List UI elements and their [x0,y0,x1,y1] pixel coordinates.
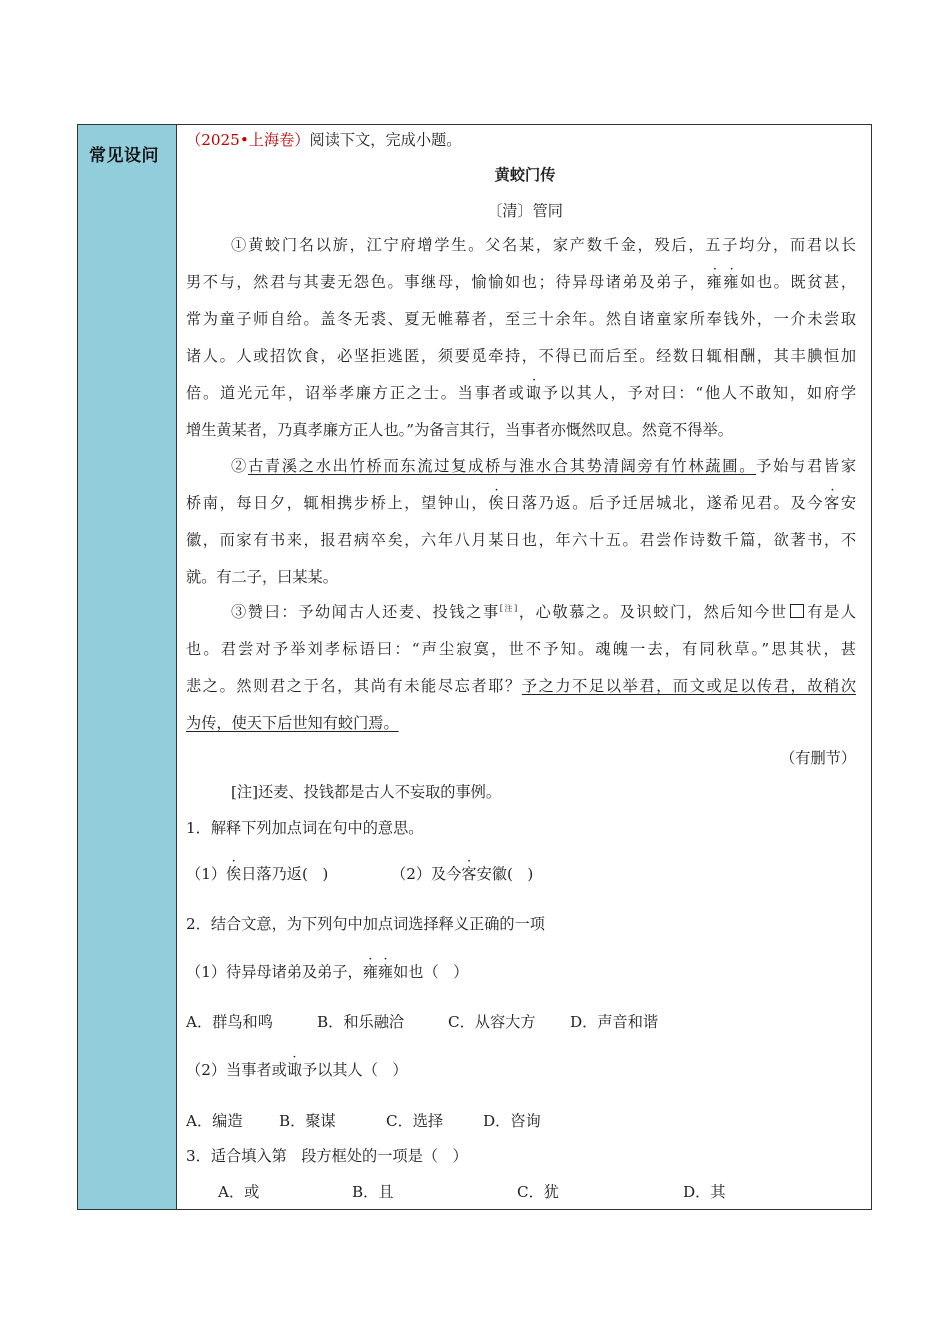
side-column [78,125,177,1209]
dotted-char: 诹 [286,1061,302,1079]
q3-option-d[interactable]: D．其 [683,1183,726,1201]
q3-stem: 3．适合填入第 段方框处的一项是（ ） [186,1147,468,1165]
p1-line-3: 常为童子师自给。盖冬无裘、夏无帷幕者，至三十余年。然自诸童家所奉钱外，一介未尝取 [186,310,856,328]
dotted-char: 俟 [488,494,506,512]
q3-option-b[interactable]: B．且 [352,1183,394,1201]
p2-line-2: 桥南，每日夕，辄相携步桥上，望钟山，俟日落乃返。后予迁居城北，遂希见君。及今客安 [186,494,857,512]
dotted-char: 雍 [706,273,724,291]
q2-2-option-d[interactable]: D．咨询 [483,1112,541,1130]
p1-line-2: 男不与，然君与其妻无怨色。事继母，愉愉如也；待异母诸弟及弟子，雍雍如也。既贫甚， [186,273,857,291]
p3-line-4: 为传，使天下后世知有蛟门焉。 [186,714,399,732]
source-tag: （2025•上海卷） [186,131,310,149]
dotted-char: 俟 [226,865,242,883]
q2-2-option-a[interactable]: A．编造 [186,1112,243,1130]
p2-line-3: 徽，而家有书来，报君病卒矣，六年八月某日也，年六十五。君尝作诗数千篇，欲著书，不 [186,531,856,549]
q2-1-option-b[interactable]: B．和乐融洽 [317,1013,405,1031]
intro-text: 阅读下文，完成小题。 [309,131,462,149]
abridged-note: （有删节） [780,749,856,767]
p1-line-1: ①黄蛟门名以旂，江宁府增学生。父名某，家产数千金，殁后，五子均分，而君以长 [231,236,856,254]
dotted-char: 诹 [525,384,543,402]
side-label: 常见设问 [89,146,159,166]
q2-2-option-c[interactable]: C．选择 [386,1112,444,1130]
p1-line-4: 诸人。人或招饮食，必坚拒逃匿，须要觅牵持，不得已而后至。经数日辄相酬，其丰腆恒加 [186,347,856,365]
blank-box [790,604,804,618]
question-table [77,124,872,1210]
q2-sub-2: （2）当事者或诹予以其人（ ） [186,1061,408,1079]
dotted-char: 客 [824,494,841,512]
passage-title: 黄蛟门传 [494,166,556,184]
p1-line-5: 倍。道光元年，诏举孝廉方正之士。当事者或诹予以其人，予对曰：“他人不敢知，如府学 [186,384,857,402]
underlined-sentence: 予之力不足以举君，而文或足以传君，故稍次 [521,677,857,695]
p2-line-4: 就。有二子，曰某某。 [186,568,338,586]
q2-1-option-a[interactable]: A．群鸟和鸣 [186,1013,273,1031]
q1-stem: 1．解释下列加点词在句中的意思。 [186,819,424,837]
dotted-char: 雍 [377,963,394,981]
footnote: [注]还麦、投钱都是古人不妄取的事例。 [231,783,502,801]
passage-author: 〔清〕管同 [487,202,563,220]
q3-option-a[interactable]: A．或 [218,1183,260,1201]
q2-1-option-d[interactable]: D．声音和谐 [570,1013,659,1031]
q2-2-option-b[interactable]: B．聚谋 [279,1112,336,1130]
dotted-char: 雍 [362,963,378,981]
p3-line-2: 也。君尝对予举刘孝标语曰：“声尘寂寞，世不予知。魂魄一去，有同秋草。”思其状，甚 [186,640,856,658]
q2-stem: 2．结合文意，为下列句中加点词选择释义正确的一项 [186,915,545,933]
underlined-sentence: 古青溪之水出竹桥而东流过复成桥与淮水合其势清阔旁有竹林蔬圃。 [247,457,757,475]
intro-line [186,129,461,150]
q1-item-2: （2）及今客安徽( ) [391,865,534,883]
note-marker: [注] [499,603,518,613]
p3-line-3: 悲之。然则君之于名，其尚有未能尽忘者耶？予之力不足以举君，而文或足以传君，故稍次 [186,677,857,695]
dotted-char: 雍 [723,273,741,291]
p2-line-1: ②古青溪之水出竹桥而东流过复成桥与淮水合其势清阔旁有竹林蔬圃。予始与君皆家 [231,457,857,475]
dotted-char: 客 [461,865,477,883]
q2-sub-1: （1）待异母诸弟及弟子，雍雍如也（ ） [186,963,469,981]
q3-option-c[interactable]: C．犹 [517,1183,559,1201]
q2-1-option-c[interactable]: C．从容大方 [448,1013,536,1031]
p1-line-6: 增生黄某者，乃真孝廉方正人也。”为备言其行，当事者亦慨然叹息。然竟不得举。 [186,421,733,439]
p3-line-1: ③赞曰：予幼闻古人还麦、投钱之事[注]，心敬慕之。及识蛟门，然后知今世 有是人 [231,603,857,621]
q1-item-1: （1）俟日落乃返( ) [186,865,329,883]
